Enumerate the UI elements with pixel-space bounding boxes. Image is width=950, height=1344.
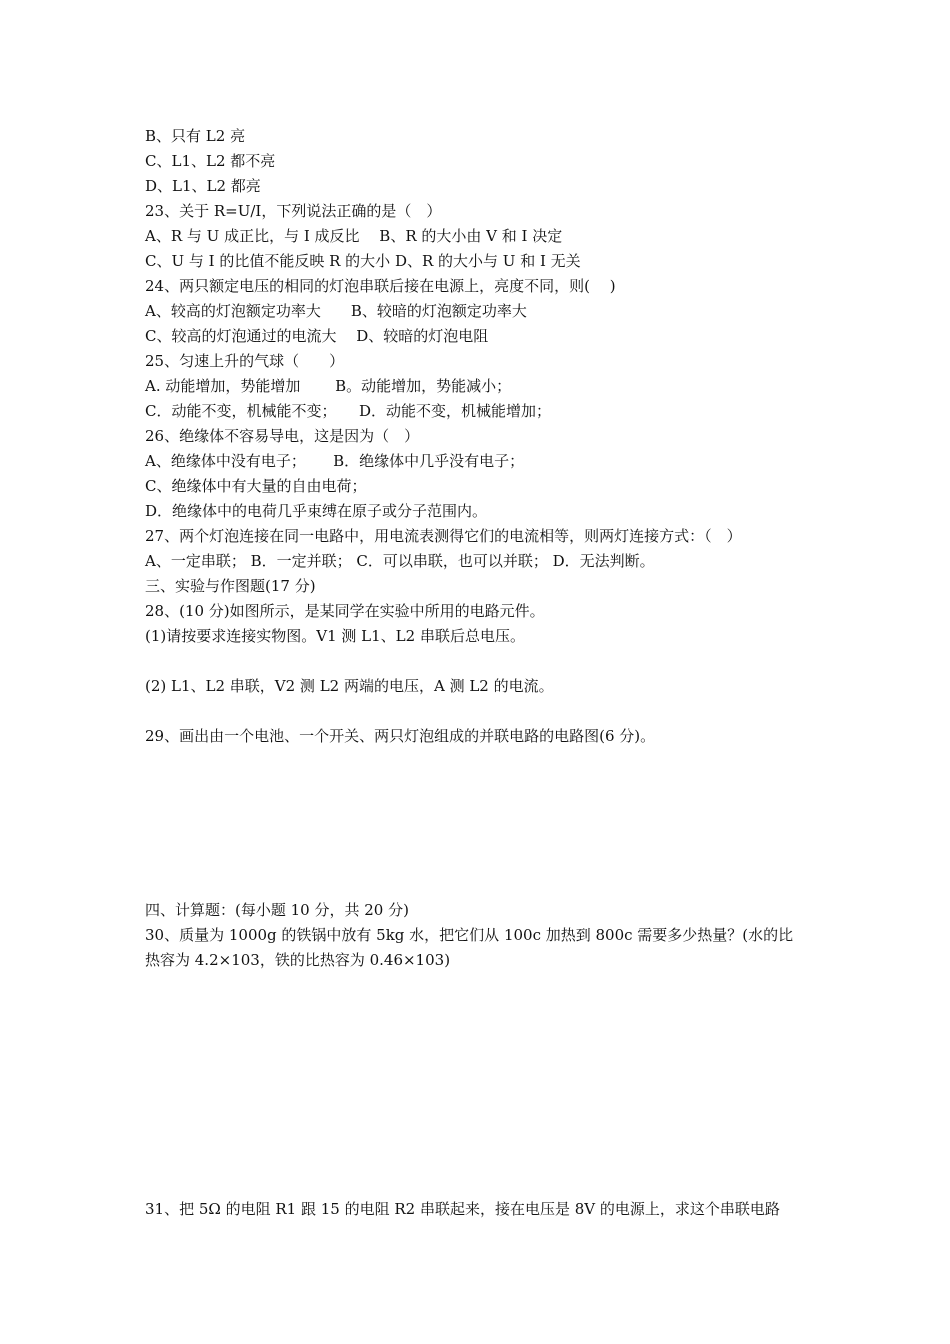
q23-options-cd: C、U 与 I 的比值不能反映 R 的大小 D、R 的大小与 U 和 I 无关 (145, 252, 581, 270)
q23-stem: 23、关于 R=U/I，下列说法正确的是（ ） (145, 202, 442, 220)
q29-stem: 29、画出由一个电池、一个开关、两只灯泡组成的并联电路的电路图(6 分)。 (145, 727, 656, 745)
section-3-heading: 三、实验与作图题(17 分) (145, 577, 316, 595)
q26-options-ab: A、绝缘体中没有电子； B．绝缘体中几乎没有电子； (145, 452, 525, 470)
q25-options-ab: A. 动能增加，势能增加 B。动能增加，势能减小； (145, 377, 512, 395)
q28-stem: 28、(10 分)如图所示，是某同学在实验中所用的电路元件。 (145, 602, 545, 620)
q22-option-d: D、L1、L2 都亮 (145, 177, 261, 195)
section-4-heading: 四、计算题：(每小题 10 分，共 20 分) (145, 901, 409, 919)
q27-options: A、一定串联； B．一定并联； C．可以串联，也可以并联； D．无法判断。 (145, 552, 655, 570)
q23-options-ab: A、R 与 U 成正比，与 I 成反比 B、R 的大小由 V 和 I 决定 (145, 227, 563, 245)
q26-option-c: C、绝缘体中有大量的自由电荷； (145, 477, 367, 495)
q30-stem-line1: 30、质量为 1000g 的铁锅中放有 5kg 水，把它们从 100c 加热到 800c 需要多少热量？(水的比 (145, 926, 794, 944)
q31-stem: 31、把 5Ω 的电阻 R1 跟 15 的电阻 R2 串联起来，接在电压是 8V 的电源上，求这个串联电路 (145, 1200, 780, 1218)
q26-option-d: D．绝缘体中的电荷几乎束缚在原子或分子范围内。 (145, 502, 488, 520)
q30-stem-line2: 热容为 4.2×103，铁的比热容为 0.46×103) (145, 951, 451, 969)
q28-part-2: (2) L1、L2 串联，V2 测 L2 两端的电压，A 测 L2 的电流。 (145, 677, 554, 695)
q24-options-ab: A、较高的灯泡额定功率大 B、较暗的灯泡额定功率大 (145, 302, 527, 320)
q25-options-cd: C．动能不变，机械能不变； D．动能不变，机械能增加； (145, 402, 552, 420)
q22-option-c: C、L1、L2 都不亮 (145, 152, 276, 170)
q24-stem: 24、两只额定电压的相同的灯泡串联后接在电源上，亮度不同，则( ) (145, 277, 616, 295)
q22-option-b: B、只有 L2 亮 (145, 127, 246, 145)
q26-stem: 26、绝缘体不容易导电，这是因为（ ） (145, 427, 420, 445)
q24-options-cd: C、较高的灯泡通过的电流大 D、较暗的灯泡电阻 (145, 327, 489, 345)
q27-stem: 27、两个灯泡连接在同一电路中，用电流表测得它们的电流相等，则两灯连接方式：（ ） (145, 527, 742, 545)
q25-stem: 25、匀速上升的气球（ ） (145, 352, 345, 370)
q28-part-1: (1)请按要求连接实物图。V1 测 L1、L2 串联后总电压。 (145, 627, 525, 645)
